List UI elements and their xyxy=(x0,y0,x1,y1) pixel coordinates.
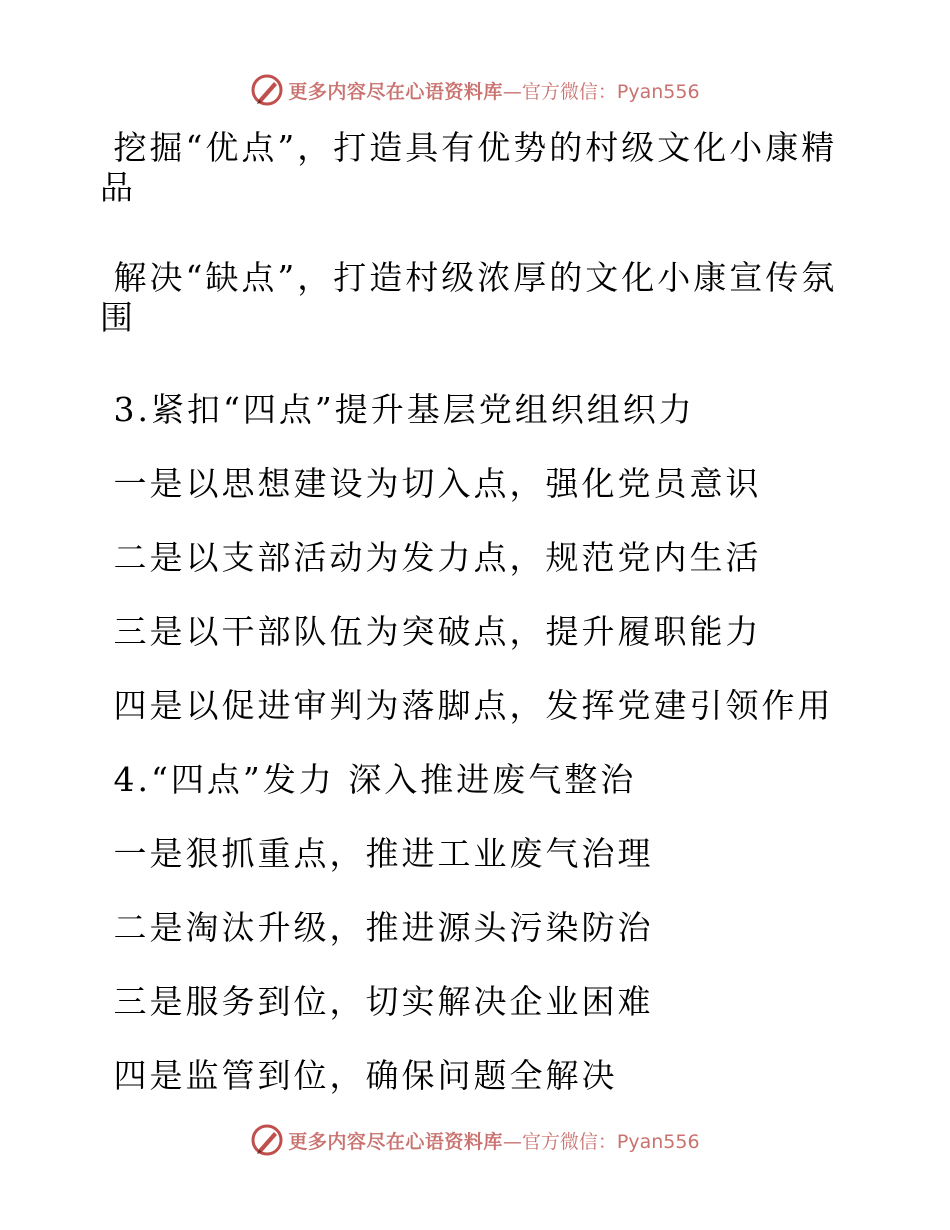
header-banner-sub-text: —官方微信：Pyan556 xyxy=(502,80,700,103)
paragraph-4-2: 二是淘汰升级，推进源头污染防治 xyxy=(100,908,654,947)
paragraph-3-3: 三是以干部队伍为突破点，提升履职能力 xyxy=(100,612,762,651)
paragraph-4-3: 三是服务到位，切实解决企业困难 xyxy=(100,982,654,1021)
header-banner xyxy=(0,70,950,110)
paragraph-4-4: 四是监管到位，确保问题全解决 xyxy=(100,1056,618,1095)
footer-banner-sub-text: —官方微信：Pyan556 xyxy=(502,1130,700,1153)
footer-banner-main-text: 更多内容尽在心语资料库 xyxy=(288,1130,503,1153)
paragraph-1: 挖掘“优点”，打造具有优势的村级文化小康精品 xyxy=(100,128,838,207)
pen-logo-icon xyxy=(250,1123,284,1157)
footer-banner xyxy=(0,1120,950,1160)
section-heading-4: 4.“四点”发力 深入推进废气整治 xyxy=(100,760,637,799)
paragraph-3-4: 四是以促进审判为落脚点，发挥党建引领作用 xyxy=(100,686,834,725)
paragraph-2: 解决“缺点”，打造村级浓厚的文化小康宣传氛围 xyxy=(100,258,838,337)
paragraph-3-1: 一是以思想建设为切入点，强化党员意识 xyxy=(100,464,762,503)
paragraph-3-2: 二是以支部活动为发力点，规范党内生活 xyxy=(100,538,762,577)
pen-logo-icon xyxy=(250,73,284,107)
header-banner-main-text: 更多内容尽在心语资料库 xyxy=(288,80,503,103)
section-heading-3: 3.紧扣“四点”提升基层党组织组织力 xyxy=(100,390,695,429)
paragraph-4-1: 一是狠抓重点，推进工业废气治理 xyxy=(100,834,654,873)
